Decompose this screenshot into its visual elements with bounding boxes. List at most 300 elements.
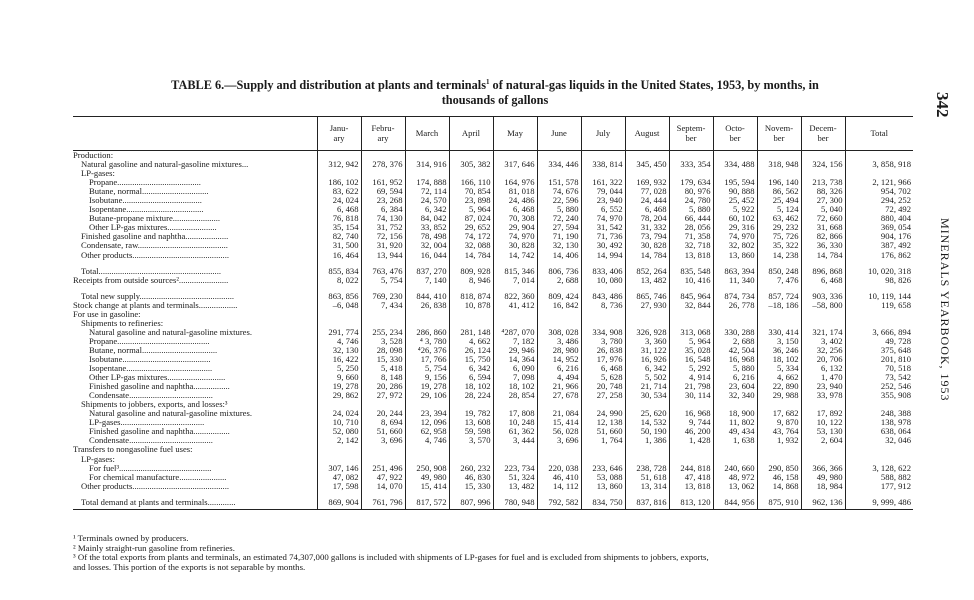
table-cell: 66, 444 — [669, 214, 713, 223]
table-cell: 233, 646 — [581, 464, 625, 473]
table-cell: 1, 386 — [625, 436, 669, 445]
row-label: For chemical manufacture...................... — [89, 472, 227, 482]
table-cell: 29, 862 — [317, 391, 361, 400]
table-row — [73, 346, 913, 355]
table-cell: 294, 252 — [845, 196, 913, 205]
table-cell: 49, 728 — [845, 337, 913, 346]
table-cell: 70, 308 — [493, 214, 537, 223]
table-cell — [405, 169, 449, 178]
table-cell: 8, 022 — [317, 276, 361, 285]
table-cell: 9, 870 — [757, 418, 801, 427]
table-cell: 79, 044 — [581, 187, 625, 196]
column-header: Octo- ber — [713, 117, 757, 151]
table-cell: 837, 270 — [405, 267, 449, 276]
table-cell: 56, 028 — [537, 427, 581, 436]
table-cell — [493, 151, 537, 161]
table-cell: 31, 920 — [361, 241, 405, 250]
table-cell — [581, 310, 625, 319]
table-cell: 22, 596 — [537, 196, 581, 205]
table-cell — [757, 169, 801, 178]
table-cell: 6, 552 — [581, 205, 625, 214]
table-cell — [581, 169, 625, 178]
table-cell: 6, 342 — [449, 364, 493, 373]
table-row — [73, 310, 913, 319]
table-cell: 87, 024 — [449, 214, 493, 223]
table-cell: 252, 546 — [845, 382, 913, 391]
table-cell: 14, 784 — [625, 251, 669, 260]
table-cell: 3, 486 — [537, 337, 581, 346]
table-cell: 73, 794 — [625, 232, 669, 241]
table-cell: 201, 810 — [845, 355, 913, 364]
table-cell — [625, 169, 669, 178]
table-cell: 24, 024 — [317, 409, 361, 418]
table-cell: 6, 468 — [581, 364, 625, 373]
row-label: Shipments to refineries: — [81, 318, 164, 328]
table-cell: 21, 798 — [669, 382, 713, 391]
table-cell: 14, 952 — [537, 355, 581, 364]
row-label: Isobutane......................................... — [89, 354, 211, 364]
table-cell — [317, 319, 361, 328]
table-row — [73, 382, 913, 391]
row-label: LP-gases: — [81, 454, 115, 464]
table-cell: 843, 486 — [581, 292, 625, 301]
spacer-row — [73, 260, 913, 267]
table-cell: 10, 020, 318 — [845, 267, 913, 276]
table-title — [60, 78, 930, 108]
table-cell: 837, 816 — [625, 498, 669, 510]
row-label: Total new supply............................................ — [81, 291, 235, 301]
table-cell — [449, 455, 493, 464]
table-cell — [757, 151, 801, 161]
row-label: Total demand at plants and terminals............. — [73, 498, 317, 510]
table-cell: ⁴287, 070 — [493, 328, 537, 337]
table-cell: 845, 964 — [669, 292, 713, 301]
table-cell: 14, 532 — [625, 418, 669, 427]
table-cell: 4, 746 — [317, 337, 361, 346]
table-cell: 5, 922 — [713, 205, 757, 214]
table-cell: 3, 402 — [801, 337, 845, 346]
table-cell — [801, 169, 845, 178]
title-line2: thousands of gallons — [441, 93, 549, 107]
table-cell: 874, 734 — [713, 292, 757, 301]
row-label: Isopentane.................................... — [89, 205, 204, 215]
table-row — [73, 169, 913, 178]
table-cell: 33, 978 — [801, 391, 845, 400]
column-header: August — [625, 117, 669, 151]
table-cell: 818, 874 — [449, 292, 493, 301]
table-cell: 305, 382 — [449, 160, 493, 169]
table-cell: 72, 492 — [845, 205, 913, 214]
table-cell: 251, 496 — [361, 464, 405, 473]
row-label: Receipts from outside sources²....................... — [73, 275, 229, 285]
table-cell: 281, 148 — [449, 328, 493, 337]
table-cell — [845, 310, 913, 319]
table-cell: 74, 676 — [537, 187, 581, 196]
table-row — [73, 292, 913, 301]
table-cell: 865, 746 — [625, 292, 669, 301]
row-label: Isobutane..................................... — [89, 196, 202, 206]
table-cell: 35, 154 — [317, 223, 361, 232]
row-label: Total......................................................... — [81, 266, 221, 276]
table-cell: 48, 972 — [713, 473, 757, 482]
table-cell: 10, 248 — [493, 418, 537, 427]
table-cell — [713, 455, 757, 464]
table-cell: 33, 852 — [405, 223, 449, 232]
table-cell: 255, 234 — [361, 328, 405, 337]
table-cell — [493, 455, 537, 464]
table-cell: 314, 916 — [405, 160, 449, 169]
table-cell — [317, 151, 361, 161]
table-cell — [845, 400, 913, 409]
row-label: Condensate....................................... — [89, 391, 213, 401]
table-cell — [801, 400, 845, 409]
row-label: Butane, normal............................... — [89, 187, 209, 197]
table-cell: 312, 942 — [317, 160, 361, 169]
table-cell — [581, 400, 625, 409]
table-cell: 62, 958 — [405, 427, 449, 436]
row-label: Natural gasoline and natural-gasoline mixtures... — [81, 160, 249, 170]
table-cell: 9, 156 — [405, 373, 449, 382]
table-cell: 27, 678 — [537, 391, 581, 400]
spacer-row — [73, 491, 913, 498]
table-cell: 7, 182 — [493, 337, 537, 346]
footnotes — [73, 534, 923, 572]
table-cell: 13, 818 — [669, 251, 713, 260]
table-cell: 5, 124 — [757, 205, 801, 214]
table-cell — [801, 455, 845, 464]
row-label: Natural gasoline and natural-gasoline mixtures. — [89, 409, 252, 419]
table-cell: ⁴ 3, 780 — [405, 337, 449, 346]
table-row — [73, 464, 913, 473]
table-cell — [757, 319, 801, 328]
table-cell — [361, 151, 405, 161]
table-cell: 806, 736 — [537, 267, 581, 276]
stub-header — [73, 117, 317, 151]
table-cell: 12, 138 — [581, 418, 625, 427]
table-cell: 5, 334 — [757, 364, 801, 373]
table-cell — [361, 445, 405, 454]
table-cell: 387, 492 — [845, 241, 913, 250]
table-cell: 16, 422 — [317, 355, 361, 364]
table-cell: 52, 080 — [317, 427, 361, 436]
table-cell: 14, 364 — [493, 355, 537, 364]
table-cell: 8, 694 — [361, 418, 405, 427]
table-row — [73, 373, 913, 382]
table-cell: 24, 780 — [669, 196, 713, 205]
table-cell: 51, 660 — [581, 427, 625, 436]
table-row — [73, 337, 913, 346]
table-cell: 834, 750 — [581, 498, 625, 510]
table-cell: 24, 444 — [625, 196, 669, 205]
table-cell: 179, 634 — [669, 178, 713, 187]
table-cell — [317, 169, 361, 178]
table-cell: 53, 088 — [581, 473, 625, 482]
table-cell: 366, 366 — [801, 464, 845, 473]
table-cell: 318, 948 — [757, 160, 801, 169]
table-cell: 14, 994 — [581, 251, 625, 260]
table-cell: 638, 064 — [845, 427, 913, 436]
table-cell: 15, 330 — [361, 355, 405, 364]
table-cell: 3, 360 — [625, 337, 669, 346]
table-cell: 6, 468 — [493, 205, 537, 214]
table-cell — [669, 400, 713, 409]
table-cell: 12, 096 — [405, 418, 449, 427]
table-cell: 8, 736 — [581, 301, 625, 310]
table-cell: 29, 988 — [757, 391, 801, 400]
table-cell: 20, 748 — [581, 382, 625, 391]
table-cell: 5, 880 — [537, 205, 581, 214]
table-cell: 76, 818 — [317, 214, 361, 223]
table-row — [73, 205, 913, 214]
table-cell: 10, 080 — [581, 276, 625, 285]
table-row — [73, 160, 913, 169]
table-cell: 50, 190 — [625, 427, 669, 436]
table-cell: 61, 362 — [493, 427, 537, 436]
table-cell: 5, 418 — [361, 364, 405, 373]
table-cell — [361, 319, 405, 328]
table-cell: 23, 898 — [449, 196, 493, 205]
table-cell — [669, 319, 713, 328]
table-cell: 355, 908 — [845, 391, 913, 400]
table-cell: 6, 342 — [625, 364, 669, 373]
table-row — [73, 498, 913, 510]
table-cell: 51, 660 — [361, 427, 405, 436]
table-cell: 17, 892 — [801, 409, 845, 418]
table-cell: 13, 860 — [713, 251, 757, 260]
row-label: LP-gases: — [81, 169, 115, 179]
table-row — [73, 427, 913, 436]
table-cell: 238, 728 — [625, 464, 669, 473]
table-cell — [757, 455, 801, 464]
table-cell: 5, 880 — [713, 364, 757, 373]
table-cell — [757, 445, 801, 454]
table-cell: 47, 082 — [317, 473, 361, 482]
table-cell: 32, 844 — [669, 301, 713, 310]
row-label: For use in gasoline: — [73, 309, 141, 319]
table-cell: 807, 996 — [449, 498, 493, 510]
table-cell: 869, 904 — [317, 498, 361, 510]
table-cell: 375, 648 — [845, 346, 913, 355]
table-cell: 169, 932 — [625, 178, 669, 187]
table-cell: 2, 142 — [317, 436, 361, 445]
table-cell: 30, 492 — [581, 241, 625, 250]
table-cell: 14, 784 — [449, 251, 493, 260]
table-cell: 835, 548 — [669, 267, 713, 276]
table-row — [73, 364, 913, 373]
table-cell: 81, 018 — [493, 187, 537, 196]
table-row — [73, 267, 913, 276]
table-cell — [625, 310, 669, 319]
table-cell: 49, 434 — [713, 427, 757, 436]
table-cell — [361, 400, 405, 409]
table-row — [73, 319, 913, 328]
table-cell: 21, 966 — [537, 382, 581, 391]
table-cell: 3, 696 — [361, 436, 405, 445]
table-cell: 7, 098 — [493, 373, 537, 382]
column-header: March — [405, 117, 449, 151]
table-cell — [757, 310, 801, 319]
row-label: Shipments to jobbers, exports, and losses:³ — [81, 400, 228, 410]
table-cell: 14, 112 — [537, 482, 581, 491]
table-cell — [537, 310, 581, 319]
table-cell: 1, 428 — [669, 436, 713, 445]
table-cell — [405, 445, 449, 454]
table-cell: 15, 750 — [449, 355, 493, 364]
row-label: Other products............................................. — [81, 481, 229, 491]
table-cell: 78, 498 — [405, 232, 449, 241]
table-cell: 3, 444 — [493, 436, 537, 445]
table-cell: 815, 346 — [493, 267, 537, 276]
row-label: Butane-propane mixture...................... — [89, 214, 221, 224]
table-cell: 46, 158 — [757, 473, 801, 482]
footnote-3-continued: and losses. This portion of the exports is not separable by months. — [73, 561, 306, 572]
table-cell: 88, 326 — [801, 187, 845, 196]
table-cell: 1, 764 — [581, 436, 625, 445]
row-label: Condensate....................................... — [89, 436, 213, 446]
table-cell: 32, 718 — [669, 241, 713, 250]
table-row — [73, 178, 913, 187]
table-cell: 4, 662 — [757, 373, 801, 382]
table-cell: 763, 476 — [361, 267, 405, 276]
table-cell: 875, 910 — [757, 498, 801, 510]
table-cell: 16, 464 — [317, 251, 361, 260]
column-header: Decem- ber — [801, 117, 845, 151]
column-header: Janu- ary — [317, 117, 361, 151]
table-cell: 13, 608 — [449, 418, 493, 427]
table-cell: 30, 534 — [625, 391, 669, 400]
table-cell: 326, 928 — [625, 328, 669, 337]
table-cell: 833, 406 — [581, 267, 625, 276]
table-cell: 2, 688 — [537, 276, 581, 285]
table-cell — [669, 445, 713, 454]
spacer-row — [73, 285, 913, 292]
table-cell: 70, 854 — [449, 187, 493, 196]
table-cell — [581, 445, 625, 454]
table-cell: 74, 970 — [581, 214, 625, 223]
table-cell: 321, 174 — [801, 328, 845, 337]
table-cell — [449, 445, 493, 454]
table-cell: 588, 882 — [845, 473, 913, 482]
table-cell: 290, 850 — [757, 464, 801, 473]
table-cell: 18, 102 — [449, 382, 493, 391]
table-cell — [713, 151, 757, 161]
row-label: Propane....................................... — [89, 178, 201, 188]
table-cell: 74, 130 — [361, 214, 405, 223]
table-cell — [493, 169, 537, 178]
table-cell: 80, 976 — [669, 187, 713, 196]
table-cell: 14, 238 — [757, 251, 801, 260]
table-cell: 51, 618 — [625, 473, 669, 482]
row-label: Butane, normal................................... — [89, 345, 218, 355]
table-row — [73, 187, 913, 196]
table-cell — [537, 169, 581, 178]
table-cell — [845, 169, 913, 178]
table-cell — [537, 151, 581, 161]
table-row — [73, 241, 913, 250]
table-cell: 5, 754 — [361, 276, 405, 285]
row-label: Natural gasoline and natural-gasoline mixtures. — [89, 327, 252, 337]
table-cell: 82, 866 — [801, 232, 845, 241]
table-cell: 6, 216 — [537, 364, 581, 373]
column-header: Total — [845, 117, 913, 151]
table-cell — [713, 400, 757, 409]
row-label: Finished gasoline and naphtha................. — [89, 427, 230, 437]
row-label: Condensate, raw.......................................... — [81, 241, 228, 251]
table-cell: 333, 354 — [669, 160, 713, 169]
table-cell: 1, 470 — [801, 373, 845, 382]
table-cell: 28, 224 — [449, 391, 493, 400]
table-cell: 72, 660 — [801, 214, 845, 223]
table-cell: 32, 340 — [713, 391, 757, 400]
table-cell: 5, 292 — [669, 364, 713, 373]
footnote-2: ² Mainly straight-run gasoline from refineries. — [73, 542, 235, 553]
table-cell: 761, 796 — [361, 498, 405, 510]
table-cell: 31, 332 — [625, 223, 669, 232]
table-cell: 27, 972 — [361, 391, 405, 400]
table-cell: 330, 288 — [713, 328, 757, 337]
table-cell: 21, 084 — [537, 409, 581, 418]
table-cell — [317, 400, 361, 409]
table-cell: 53, 130 — [801, 427, 845, 436]
row-label: Propane........................................... — [89, 336, 210, 346]
table-cell: 28, 980 — [537, 346, 581, 355]
table-cell: 330, 414 — [757, 328, 801, 337]
table-cell: 9, 744 — [669, 418, 713, 427]
table-cell: 5, 502 — [625, 373, 669, 382]
table-cell: 6, 090 — [493, 364, 537, 373]
table-cell: 29, 946 — [493, 346, 537, 355]
table-cell: 176, 862 — [845, 251, 913, 260]
column-header: May — [493, 117, 537, 151]
header-row — [73, 117, 913, 151]
table-cell — [449, 310, 493, 319]
table-cell — [757, 400, 801, 409]
page-number: 342 — [933, 92, 952, 118]
table-cell: 11, 802 — [713, 418, 757, 427]
table-cell: 26, 124 — [449, 346, 493, 355]
table-cell: 16, 842 — [537, 301, 581, 310]
table-cell: 244, 818 — [669, 464, 713, 473]
table-cell: 23, 940 — [801, 382, 845, 391]
table-cell: 72, 156 — [361, 232, 405, 241]
table-cell: 51, 324 — [493, 473, 537, 482]
table-cell: 5, 754 — [405, 364, 449, 373]
table-cell: 334, 446 — [537, 160, 581, 169]
table-row — [73, 214, 913, 223]
table-cell: 308, 028 — [537, 328, 581, 337]
table-cell: 15, 330 — [449, 482, 493, 491]
table-cell: 5, 040 — [801, 205, 845, 214]
table-cell — [625, 151, 669, 161]
table-cell: 3, 150 — [757, 337, 801, 346]
table-cell: 63, 462 — [757, 214, 801, 223]
row-label: Other LP-gas mixtures........................... — [89, 373, 226, 383]
table-cell: 3, 666, 894 — [845, 328, 913, 337]
table-cell: 119, 658 — [845, 301, 913, 310]
table-cell: 31, 122 — [625, 346, 669, 355]
table-row — [73, 328, 913, 337]
supply-distribution-table — [73, 116, 913, 510]
table-cell: 809, 928 — [449, 267, 493, 276]
table-cell: 8, 946 — [449, 276, 493, 285]
table-cell: 17, 766 — [405, 355, 449, 364]
table-cell: 844, 956 — [713, 498, 757, 510]
table-cell: 31, 542 — [581, 223, 625, 232]
row-label: Finished gasoline and naphtha.................... — [81, 232, 229, 242]
table-cell: 14, 742 — [493, 251, 537, 260]
table-cell: 822, 360 — [493, 292, 537, 301]
table-cell: 21, 714 — [625, 382, 669, 391]
